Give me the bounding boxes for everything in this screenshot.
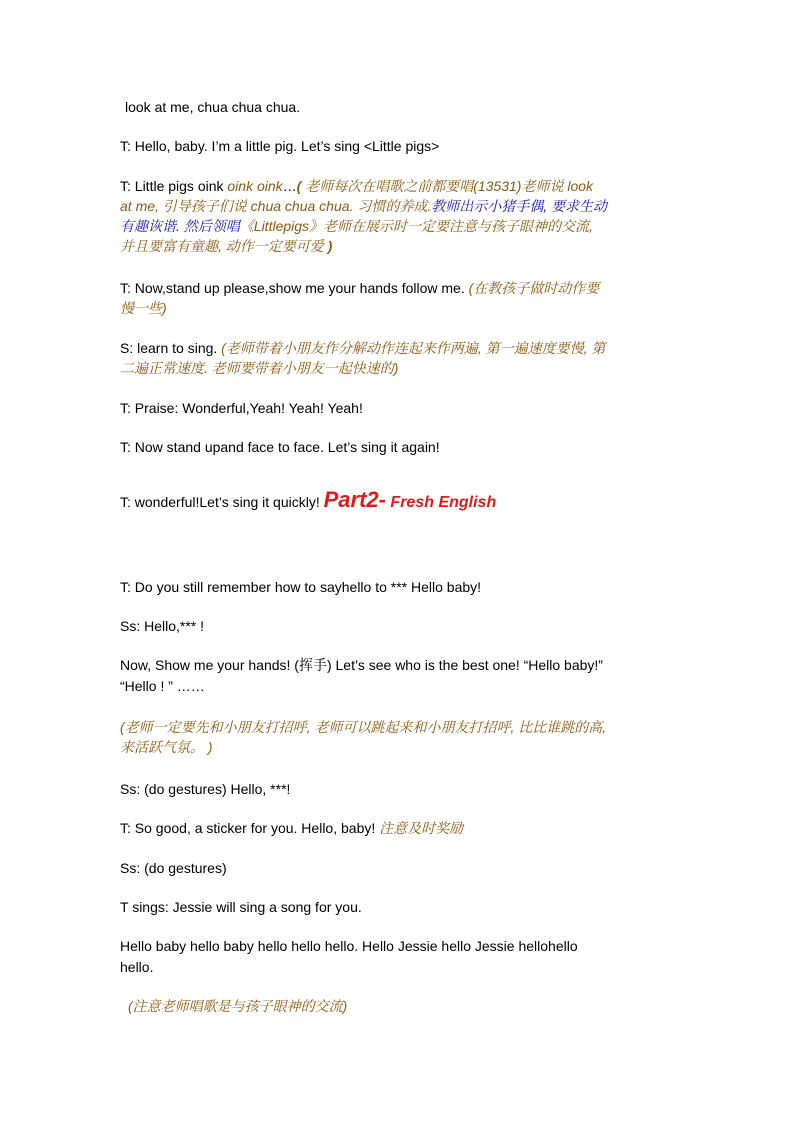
note-break-down-actions: (老师带着小朋友作分解动作连起来作两遍, 第一遍速度要慢, 第 [221,340,606,356]
line-song-lyrics: Hello baby hello baby hello hello hello. Hello Jessie hello Jessie hellohello [120,938,578,954]
line-praise: T: Praise: Wonderful,Yeah! Yeah! Yeah! [120,400,363,416]
note-littlepigs-eye-contact: 《Littlepigs》老师在展示时一定要注意与孩子眼神的交流, [239,218,593,234]
line-little-pigs-text: T: Little pigs oink [120,178,228,194]
line-note-guide-children [120,196,607,216]
line-hello-quote: “Hello ! ” …… [120,678,205,694]
close-paren: ) [323,238,333,254]
line-note-normal-speed: 二遍正常速度. 老师要带着小朋友一起快速的) [120,360,399,376]
line-note-liven-up: 来活跃气氛。 ) [120,739,213,755]
line-learn-to-sing [120,338,605,358]
line-show-hands-wave: Now, Show me your hands! (挥手) Let’s see who is the best one! “Hello baby!” [120,657,603,673]
sticker-text: T: So good, a sticker for you. Hello, baby! [120,820,380,836]
learn-to-sing-text: S: learn to sing. [120,340,222,356]
line-little-pigs-oink [120,176,593,196]
open-paren: ( [296,178,306,194]
line-look-at-me: look at me, chua chua chua. [125,99,301,115]
note-guide-text: at me, 引导孩子们说 chua chua chua. 习惯的养成. [120,198,432,214]
note-teacher-sing-before: 老师每次在唱歌之前都要唱(13531)老师说 look [305,178,594,194]
line-face-to-face: T: Now stand upand face to face. Let’s sing it again! [120,439,440,455]
line-sticker [120,818,463,838]
line-note-lead-sing [120,216,593,236]
note-show-puppet: 教师出示小猪手偶, 要求生动 [431,198,607,214]
note-slow-actions: (在教孩子做时动作要 [468,280,600,296]
line-note-slow-continued: 慢一些) [120,300,167,316]
ellipsis-text: … [282,178,297,194]
line-hello-baby-little-pig: T: Hello, baby. I’m a little pig. Let’s sing <Little pigs> [120,138,440,154]
line-ss-do-gestures: Ss: (do gestures) [120,860,227,876]
line-remember-hello: T: Do you still remember how to sayhello to *** Hello baby! [120,579,482,595]
line-ss-gestures-hello: Ss: (do gestures) Hello, ***! [120,781,291,797]
note-timely-reward: 注意及时奖励 [379,820,464,836]
line-sing-quickly [120,487,496,516]
line-song-lyrics-end: hello. [120,959,154,975]
oink-oink-text: oink oink [227,178,283,194]
part2-heading: Part2- [323,487,386,512]
note-childlike-text: 并且要富有童趣, 动作一定要可爱 [120,238,324,254]
line-ss-hello: Ss: Hello,*** ! [120,618,205,634]
note-funny-lead-sing: 有趣诙谐. 然后领唱 [120,218,240,234]
line-stand-up-show-hands [120,278,599,298]
line-note-eye-contact: (注意老师唱歌是与孩子眼神的交流) [128,998,348,1014]
sing-quickly-text: T: wonderful!Let’s sing it quickly! [120,494,324,510]
fresh-english-heading: Fresh English [385,494,497,511]
line-note-greet-first: (老师一定要先和小朋友打招呼, 老师可以跳起来和小朋友打招呼, 比比谁跳的高, [120,719,607,735]
stand-up-text: T: Now,stand up please,show me your hands follow me. [120,280,469,296]
line-note-childlike [120,236,332,256]
line-jessie-sings: T sings: Jessie will sing a song for you. [120,899,362,915]
